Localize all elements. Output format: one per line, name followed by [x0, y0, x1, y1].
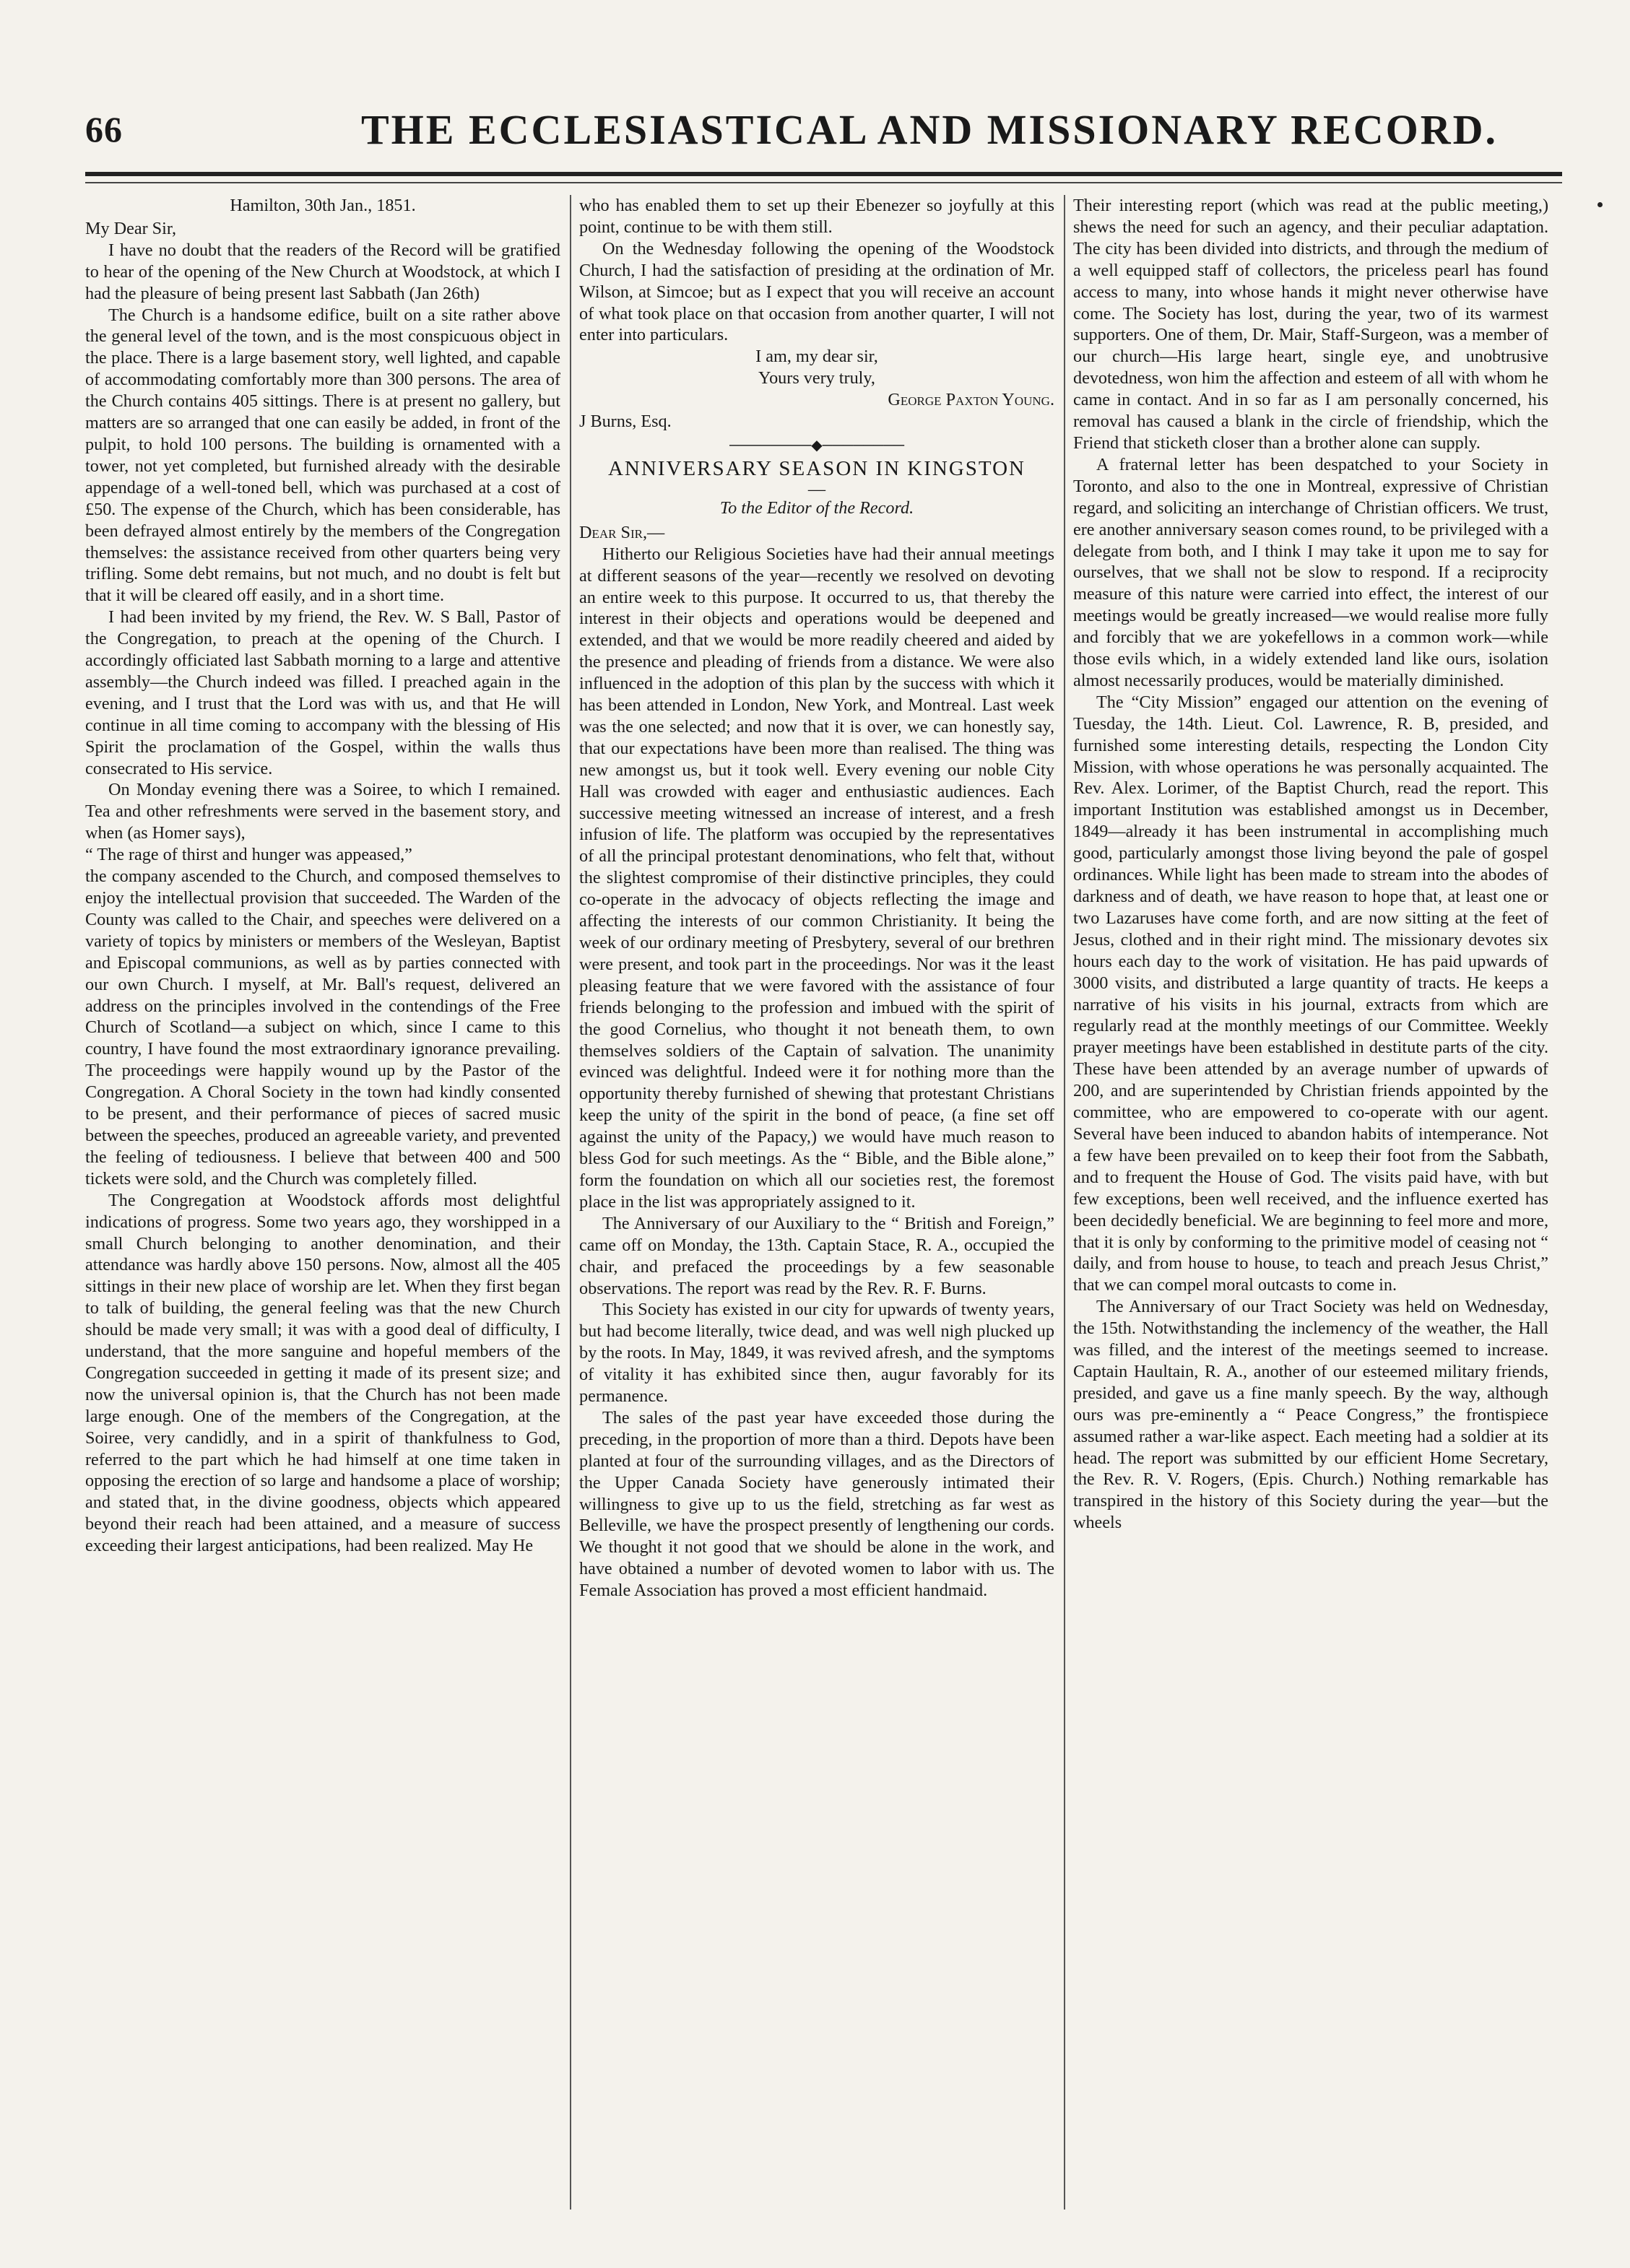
- paragraph: The “City Mission” engaged our attention on the evening of Tuesday, the 14th. Lieut. Col. Lawrence, R. B, presided, and furnished some interesting details, respecting the London City Mission, with whose operations he was personally acquainted. The Rev. Alex. Lorimer, of the Baptist Church, read the report. This important Institution was established amongst us in December, 1849—already it has been instrumental in accomplishing much good, particularly amongst those living beyond the pale of gospel ordinances. While light has been made to stream into the abodes of darkness and of death, we have reason to hope that, at least one or two Lazaruses have come forth, and are now sitting at the feet of Jesus, clothed and in their right mind. The missionary devotes six hours each day to the work of visitation. He has paid upwards of 3000 visits, and distributed a large quantity of tracts. He keeps a narrative of his visits in his journal, extracts from which are regularly read at the monthly meetings of our Committee. Weekly prayer meetings have been established in destitute parts of the city. These have been attended by an average number of upwards of 200, and are superintended by Christian friends appointed by the committee, who are empowered to co-operate with our agent. Several have been induced to abandon habits of intemperance. Not a few have been prevailed on to keep their foot from the Sabbath, and to frequent the House of God. The visits paid have, with but few exceptions, been well received, and the influence exerted has been decidedly beneficial. We are beginning to feel more and more, that it is only by conforming to the primitive model of ceasing not “ daily, and from house to house, to teach and preach Jesus Christ,” that we can compel moral outcasts to come in.: [1073, 692, 1548, 1295]
- quotation: “ The rage of thirst and hunger was appeased,”: [85, 845, 412, 865]
- signature: George Paxton Young.: [888, 390, 1054, 410]
- paragraph: The Anniversary of our Tract Society was held on Wednesday, the 15th. Notwithstanding the inclemency of the weather, the Hall was filled, and the interest of the meetings seemed to increase. Captain Haultain, R. A., another of our esteemed military friends, presided, and gave us a fine manly speech. By the way, although ours was pre-eminently a “ Peace Congress,” the frontispiece assumed rather a war-like aspect. Each meeting had a soldier at its head. The report was submitted by our efficient Home Secretary, the Rev. R. V. Rogers, (Epis. Church.) Nothing remarkable has transpired in the history of this Society during the year—but the wheels: [1073, 1297, 1548, 1533]
- ink-speck: [1598, 202, 1603, 207]
- article-subheading: To the Editor of the Record.: [719, 498, 914, 518]
- addressee: J Burns, Esq.: [579, 412, 672, 432]
- paragraph: The sales of the past year have exceeded those during the preceding, in the proportion of more than a third. Depots have been planted at four of the surrounding villages, and as the Directors of the Upper Canada Society have generously intimated their willingness to give up to us the field, stretching as far west as Belleville, we have the prospect presently of lengthening our cords. We thought it not good that we should be alone in the work, and have obtained a number of devoted women to labor with us. The Female Association has proved a most efficient handmaid.: [579, 1407, 1054, 1601]
- article-heading: ANNIVERSARY SEASON IN KINGSTON: [607, 456, 1026, 480]
- ornamental-rule: ────────◆────────: [729, 437, 905, 453]
- salutation: My Dear Sir,: [85, 218, 176, 238]
- running-head-title: THE ECCLESIASTICAL AND MISSIONARY RECORD.: [361, 106, 1498, 153]
- column-2: [579, 195, 1054, 2217]
- column-1: [85, 195, 560, 2217]
- paragraph: the company ascended to the Church, and composed themselves to enjoy the intellectual provision that succeeded. The Warden of the County was called to the Chair, and speeches were delivered on a variety of topics by ministers or members of the Wesleyan, Baptist and Episcopal communions, as well as by parties connected with our own Church. I myself, at Mr. Ball's request, delivered an address on the principles involved in the contendings of the Free Church of Scotland—a subject on which, since I came to this country, I have found the most extraordinary ignorance prevailing. The proceedings were happily wound up by the Pastor of the Congregation. A Choral Society in the town had kindly consented to be present, and their performance of pieces of sacred music between the speeches, produced an agreeable variety, and prevented the feeling of tediousness. I believe that between 400 and 500 tickets were sold, and the Church was completely filled.: [85, 866, 560, 1189]
- salutation: Dear Sir,—: [579, 522, 665, 542]
- paragraph: Their interesting report (which was read at the public meeting,) shews the need for such an agency, and their peculiar adaptation. The city has been divided into districts, and through the medium of a well equipped staff of collectors, the priceless pearl has found access to many, into whose hands it might never otherwise have come. The Society has lost, during the year, two of its warmest supporters. One of them, Dr. Mair, Staff-Surgeon, was a member of our church—His large heart, single eye, and unobtrusive devotedness, won him the affection and esteem of all with whom he came in contact. And in so far as I am personally concerned, his removal has caused a blank in the circle of friendship, which the Friend that sticketh closer than a brother alone can supply.: [1073, 196, 1548, 453]
- column-separator: [570, 195, 571, 2210]
- paragraph: On Monday evening there was a Soiree, to which I remained. Tea and other refreshments were served in the basement story, and when (as Homer says),: [85, 780, 560, 843]
- dateline: Hamilton, 30th Jan., 1851.: [230, 196, 416, 215]
- paragraph: who has enabled them to set up their Ebenezer so joyfully at this point, continue to be with them still.: [579, 196, 1054, 237]
- paragraph: I have no doubt that the readers of the Record will be gratified to hear of the opening of the New Church at Woodstock, at which I had the pleasure of being present last Sabbath (Jan 26th): [85, 240, 560, 303]
- closing: I am, my dear sir,: [755, 347, 878, 367]
- header-rule-thick: [85, 172, 1562, 176]
- short-rule: —: [807, 479, 826, 499]
- paragraph: The Church is a handsome edifice, built on a site rather above the general level of the town, and is the most conspicuous object in the place. There is a large basement story, well lighted, and capable of accommodating comfortably more than 300 persons. The area of the Church contains 405 sittings. There is at present no gallery, but matters are so arranged that one can easily be added, in front of the pulpit, to hold 100 persons. The building is ornamented with a tower, not yet completed, but furnished already with the desirable appendage of a well-toned bell, which was purchased at a cost of £50. The expense of the Church, which has been considerable, has been defrayed almost entirely by the members of the Congregation themselves: the assistance received from other quarters being very trifling. Some debt remains, but not much, and no doubt is felt but that it will be cleared off easily, and in a short time.: [85, 305, 560, 606]
- paragraph: On the Wednesday following the opening of the Woodstock Church, I had the satisfaction of presiding at the ordination of Mr. Wilson, at Simcoe; but as I expect that you will receive an account of what took place on that occasion from another quarter, I will not enter into particulars.: [579, 238, 1054, 345]
- paragraph: I had been invited by my friend, the Rev. W. S Ball, Pastor of the Congregation, to preach at the opening of the Church. I accordingly officiated last Sabbath morning to a large and attentive assembly—the Church indeed was filled. I preached again in the evening, and I trust that the Lord was with us, and that He will continue in all time coming to accompany with the blessing of His Spirit the proclamation of the Gospel, within the walls thus consecrated to His service.: [85, 607, 560, 778]
- paragraph: A fraternal letter has been despatched to your Society in Toronto, and also to the one in Montreal, expressive of Christian regard, and soliciting an interchange of Christian officers. We trust, ere another anniversary season comes round, to be privileged with a delegate from both, and I think I may take it upon me to say for ourselves, that we shall not be slow to respond. If a reciprocity measure of this nature were carried into effect, the interest of our meetings would be greatly increased—we would realise more fully and forcibly that we are yokefellows in a common work—while those evils which, in a widely extended land like ours, isolation almost necessarily produces, would be materially diminished.: [1073, 454, 1548, 690]
- paragraph: Hitherto our Religious Societies have had their annual meetings at different seasons of the year—recently we resolved on devoting an entire week to this purpose. It occurred to us, that thereby the interest in their objects and operations would be deepened and extended, and that we would be more readily cheered and aided by the presence and pleading of friends from a distance. We were also influenced in the adoption of this plan by the success with which it has been attended in London, New York, and Montreal. Last week was the one selected; and now that it is over, we can honestly say, that our expectations have been more than realised. The thing was new amongst us, but it took well. Every evening our noble City Hall was crowded with eager and enthusiastic audiences. Each successive meeting witnessed an increase of interest, and a fresh infusion of life. The platform was occupied by the representatives of all the principal protestant denominations, who felt that, without the slightest compromise of their distinctive principles, they could co-operate in the advocacy of objects reflecting the image and affecting the interests of our common Christianity. It being the week of our ordinary meeting of Presbytery, several of our brethren were present, and took part in the proceedings. Nor was it the least pleasing feature that we were favored with the assistance of four friends belonging to the profession and imbued with the spirit of the good Cornelius, who thought it not beneath them, to own themselves soldiers of the Captain of salvation. The unanimity evinced was delightful. Indeed were it for nothing more than the opportunity thereby furnished of shewing that protestant Christians keep the unity of the spirit in the bond of peace, (a fine set off against the unity of the Papacy,) we would have much reason to bless God for such meetings. As the “ Bible, and the Bible alone,” form the foundation on which all our societies rest, the foremost place in the list was appropriately assigned to it.: [579, 544, 1054, 1212]
- paragraph: The Anniversary of our Auxiliary to the “ British and Foreign,” came off on Monday, the 13th. Captain Stace, R. A., occupied the chair, and prefaced the proceedings by a few seasonable observations. The report was read by the Rev. R. F. Burns.: [579, 1213, 1054, 1298]
- paragraph: This Society has existed in our city for upwards of twenty years, but had become literally, twice dead, and was well nigh plucked up by the roots. In May, 1849, it was revived afresh, and the symptoms of vitality it has exhibited since then, augur favorably for its permanence.: [579, 1300, 1054, 1407]
- column-3: [1073, 195, 1548, 2217]
- page-number: 66: [85, 109, 123, 149]
- column-separator: [1064, 195, 1065, 2210]
- header-rule-thin: [85, 182, 1562, 183]
- closing: Yours very truly,: [758, 368, 875, 388]
- paragraph: The Congregation at Woodstock affords most delightful indications of progress. Some two years ago, they worshipped in a small Church belonging to another denomination, and their attendance was hardly above 150 persons. Now, almost all the 405 sittings in their new place of worship are let. When they first began to talk of building, the general feeling was that the new Church should be made very small; it was with a good deal of difficulty, I understand, that the more sanguine and hopeful members of the Congregation succeeded in getting it made of its present size; and now the universal opinion is, that the Church has not been made large enough. One of the members of the Congregation, at the Soiree, very candidly, and in a spirit of thankfulness to God, referred to the part which he had himself at one time taken in opposing the erection of so large and handsome a place of worship; and stated that, in the divine goodness, objects which appeared beyond their reach had been attained, and a measure of success exceeding their largest anticipations, had been realized. May He: [85, 1190, 560, 1556]
